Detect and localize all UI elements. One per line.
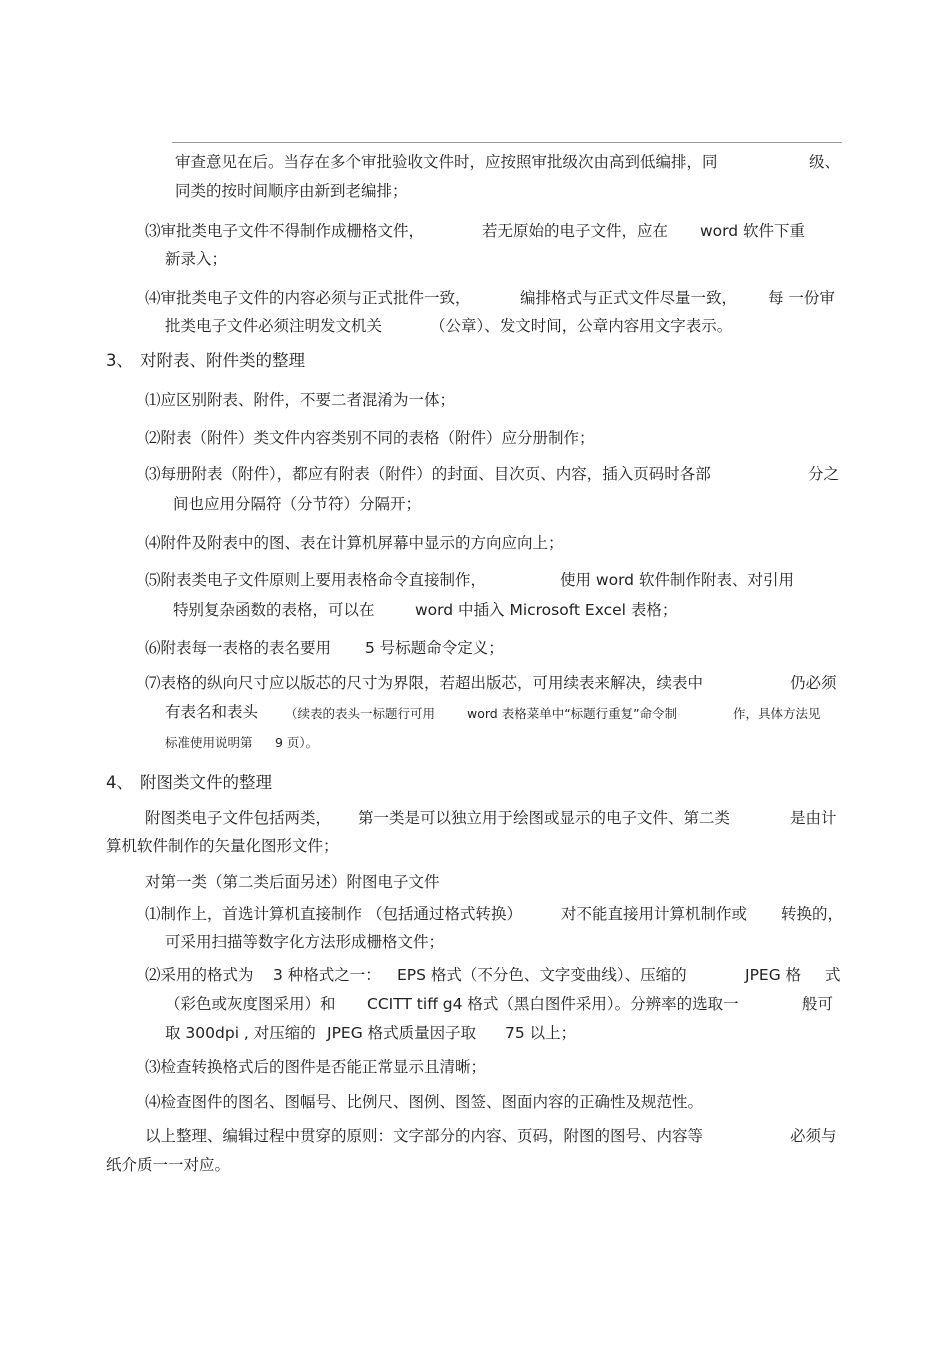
- text-line: ⑷附件及附表中的图、表在计算机屏幕中显示的方向应向上；: [145, 534, 564, 552]
- text-line: （续表的表头一标题行可用 word 表格菜单中“标题行重复”命令制 作，具体方法见: [285, 706, 821, 721]
- text-line: 有表名和表头: [165, 703, 259, 721]
- text-line: ⑵采用的格式为 3 种格式之一： EPS 格式（不分色、文字变曲线）、压缩的 JPEG 格 式: [145, 966, 841, 984]
- text-line: ⑶每册附表（附件），都应有附表（附件）的封面、目次页、内容，插入页码时各部 分之: [145, 465, 840, 483]
- section-heading: 3、 对附表、附件类的整理: [106, 351, 305, 370]
- text-line: ⑵附表（附件）类文件内容类别不同的表格（附件）应分册制作；: [145, 429, 595, 447]
- header-rule: [172, 142, 842, 143]
- text-line: 间也应用分隔符（分节符）分隔开；: [173, 495, 422, 513]
- text-line: 同类的按时间顺序由新到老编排；: [175, 182, 408, 200]
- text-line: 特别复杂函数的表格，可以在 word 中插入 Microsoft Excel 表格；: [173, 601, 678, 619]
- text-line: 纸介质一一对应。: [106, 1156, 231, 1174]
- text-line: ⑷检查图件的图名、图幅号、比例尺、图例、图签、图面内容的正确性及规范性。: [145, 1093, 704, 1111]
- text-line: 审查意见在后。当存在多个审批验收文件时，应按照审批级次由高到低编排，同 级、: [175, 153, 841, 171]
- section-heading: 4、 附图类文件的整理: [106, 773, 272, 792]
- text-line: 附图类电子文件包括两类， 第一类是可以独立用于绘图或显示的电子文件、第二类 是由计: [145, 809, 837, 827]
- text-line: ⑶审批类电子文件不得制作成栅格文件， 若无原始的电子文件，应在 word 软件下重: [145, 222, 806, 240]
- text-line: ⑺表格的纵向尺寸应以版芯的尺寸为界限，若超出版芯，可用续表来解决，续表中 仍必须: [145, 674, 837, 692]
- text-line: 批类电子文件必须注明发文机关 （公章）、发文时间，公章内容用文字表示。: [165, 317, 733, 335]
- text-line: ⑶检查转换格式后的图件是否能正常显示且清晰；: [145, 1058, 487, 1076]
- text-line: 取 300dpi , 对压缩的 JPEG 格式质量因子取 75 以上；: [165, 1024, 577, 1042]
- text-line: ⑴制作上，首选计算机直接制作 （包括通过格式转换） 对不能直接用计算机制作或 转换的，: [145, 905, 844, 923]
- text-line: ⑸附表类电子文件原则上要用表格命令直接制作， 使用 word 软件制作附表、对引用: [145, 571, 794, 589]
- text-line: ⑴应区别附表、附件，不要二者混淆为一体；: [145, 391, 456, 409]
- text-line: 可采用扫描等数字化方法形成栅格文件；: [165, 933, 445, 951]
- text-line: 以上整理、编辑过程中贯穿的原则：文字部分的内容、页码，附图的图号、内容等 必须与: [145, 1127, 837, 1145]
- text-line: 新录入；: [165, 250, 228, 268]
- text-line: 对第一类（第二类后面另述）附图电子文件: [145, 873, 440, 891]
- text-line: 算机软件制作的矢量化图形文件；: [106, 837, 339, 855]
- text-line: 标准使用说明第 9 页）。: [165, 735, 319, 750]
- text-line: ⑷审批类电子文件的内容必须与正式批件一致， 编排格式与正式文件尽量一致， 每 一份审: [145, 289, 835, 307]
- text-line: （彩色或灰度图采用）和 CCITT tiff g4 格式（黑白图件采用）。分辨率的选取一 般可: [165, 995, 834, 1013]
- text-line: ⑹附表每一表格的表名要用 5 号标题命令定义；: [145, 639, 504, 657]
